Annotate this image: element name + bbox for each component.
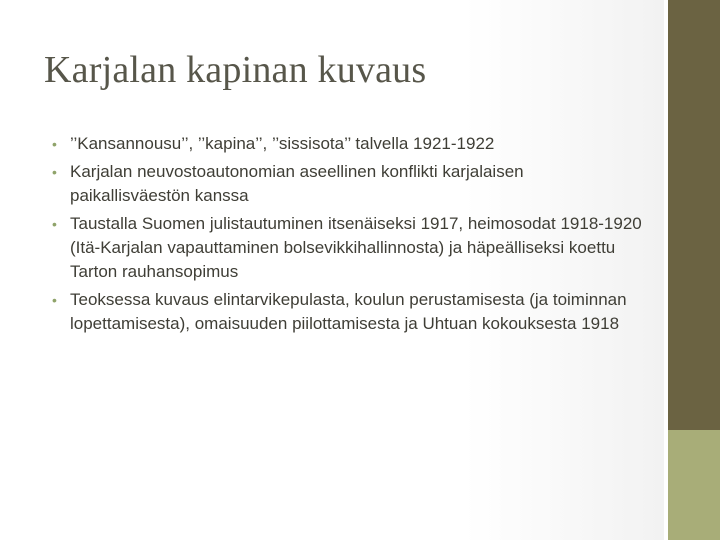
slide-title: Karjalan kapinan kuvaus [44,49,427,91]
sidebar-dark-block [668,0,720,430]
bullet-item [52,160,642,208]
bullet-item [52,288,642,336]
bullet-text: ’’Kansannousu’’, ’’kapina’’, ’’sissisota’’ talvella 1921-1922 [70,134,495,153]
bullet-item [52,212,642,284]
bullet-text: Karjalan neuvostoautonomian aseellinen konflikti karjalaisen paikallisväestön kanssa [70,162,524,205]
bullet-dot-icon: • [52,216,57,232]
sidebar-light-block [668,430,720,540]
bullet-item [52,132,642,156]
bullet-list [52,132,642,340]
bullet-dot-icon: • [52,164,57,180]
bullet-text: Taustalla Suomen julistautuminen itsenäiseksi 1917, heimosodat 1918-1920 (Itä-Karjalan vapauttaminen bolsevikkihallinnosta) ja häpeälliseksi koettu Tarton rauhansopimus [70,214,642,281]
bullet-text: Teoksessa kuvaus elintarvikepulasta, koulun perustamisesta (ja toiminnan lopettamisesta), omaisuuden piilottamisesta ja Uhtuan kokouksesta 1918 [70,290,627,333]
bullet-dot-icon: • [52,292,57,308]
bullet-dot-icon: • [52,136,57,152]
